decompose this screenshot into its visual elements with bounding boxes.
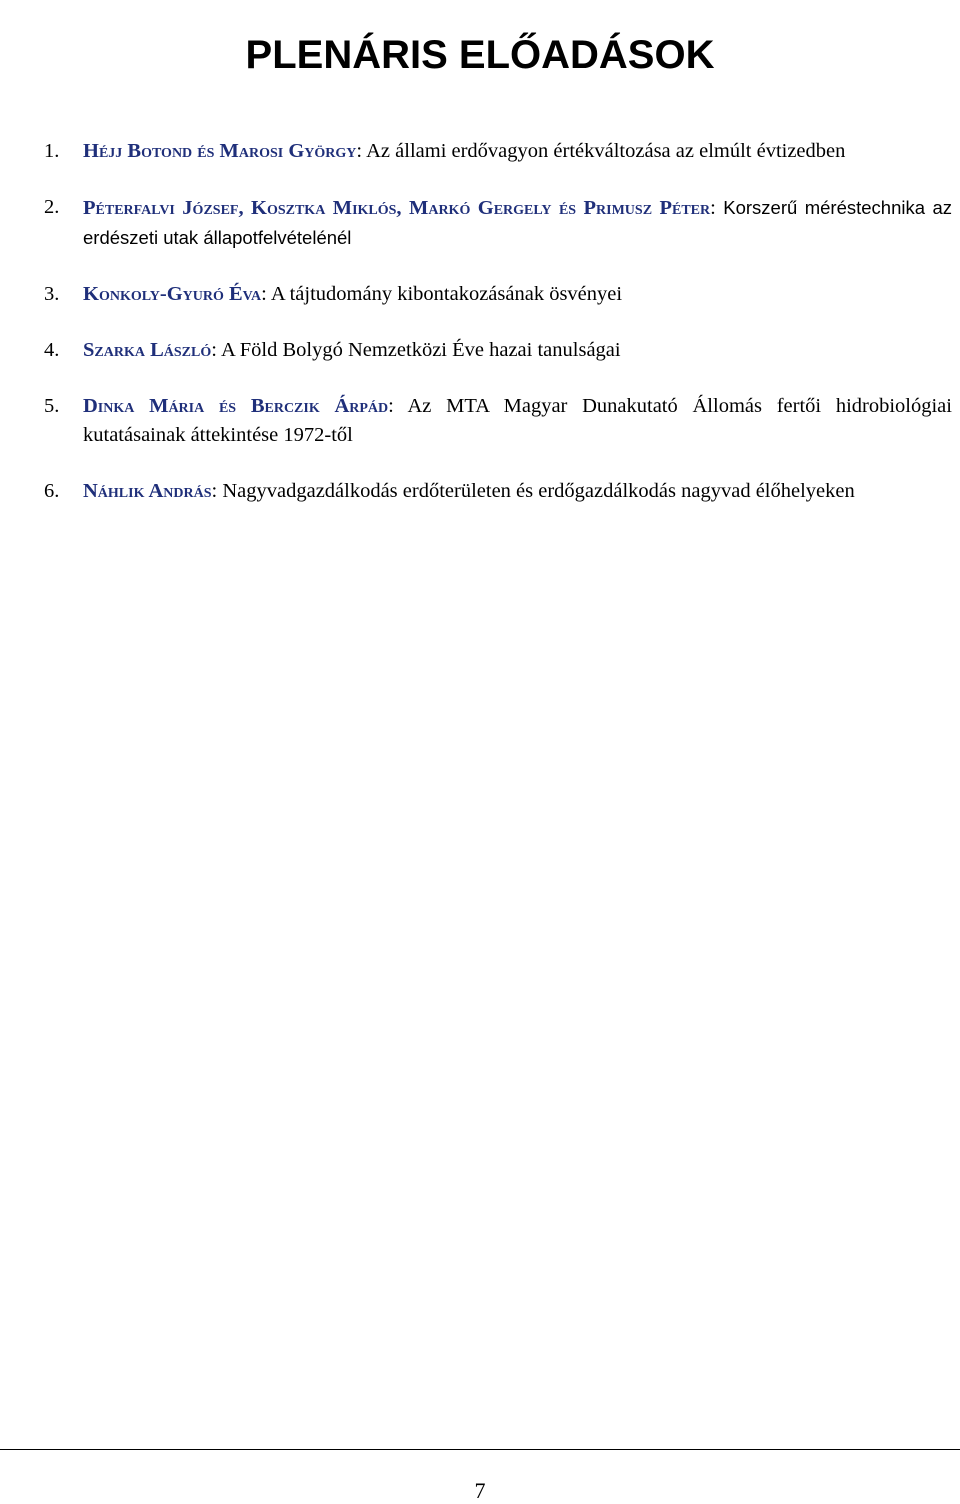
- item-body: [83, 392, 952, 450]
- talk-authors: Dinka Mária és Berczik Árpád: [83, 395, 389, 417]
- author-separator: :: [710, 197, 724, 219]
- talk-title: Nagyvadgazdálkodás erdőterületen és erdőgazdálkodás nagyvad élőhelyeken: [222, 480, 855, 502]
- talk-authors: Szarka László: [83, 339, 212, 361]
- talk-title: Korszerű méréstechnika az erdészeti utak állapotfelvételénél: [83, 197, 952, 248]
- item-body: [83, 193, 952, 253]
- talk-authors: Náhlik András: [83, 480, 212, 502]
- author-separator: :: [388, 395, 408, 417]
- talk-authors: Konkoly-Gyuró Éva: [83, 283, 262, 305]
- talk-title: Az állami erdővagyon értékváltozása az elmúlt évtizedben: [366, 140, 846, 162]
- page-title: PLENÁRIS ELŐADÁSOK: [245, 32, 715, 77]
- item-number: 6.: [44, 480, 60, 502]
- page-number: 7: [474, 1478, 486, 1503]
- list-item: [44, 137, 952, 166]
- item-body: [83, 137, 952, 166]
- list-item: [44, 280, 952, 309]
- item-number: 3.: [44, 283, 60, 305]
- author-separator: :: [356, 140, 367, 162]
- author-separator: :: [261, 283, 271, 305]
- item-body: [83, 336, 952, 365]
- list-item: [44, 477, 952, 506]
- list-item: [44, 336, 952, 365]
- item-number: 1.: [44, 140, 60, 162]
- list-item: [44, 392, 952, 450]
- talk-authors: Héjj Botond és Marosi György: [83, 140, 357, 162]
- talk-title: A tájtudomány kibontakozásának ösvényei: [270, 283, 623, 305]
- talk-title: A Föld Bolygó Nemzetközi Éve hazai tanulságai: [220, 339, 621, 361]
- talk-authors: Péterfalvi József, Kosztka Miklós, Markó Gergely és Primusz Péter: [83, 197, 711, 219]
- item-number: 2.: [44, 196, 60, 218]
- footer-divider: [0, 1449, 960, 1450]
- talk-title: Az MTA Magyar Dunakutató Állomás fertői hidrobiológiai kutatásainak áttekintése 1972-től: [83, 395, 952, 446]
- plenary-talk-list: [44, 137, 952, 506]
- author-separator: :: [211, 480, 223, 502]
- item-body: [83, 280, 952, 309]
- item-body: [83, 477, 952, 506]
- list-item: [44, 193, 952, 253]
- author-separator: :: [211, 339, 221, 361]
- item-number: 5.: [44, 395, 60, 417]
- item-number: 4.: [44, 339, 60, 361]
